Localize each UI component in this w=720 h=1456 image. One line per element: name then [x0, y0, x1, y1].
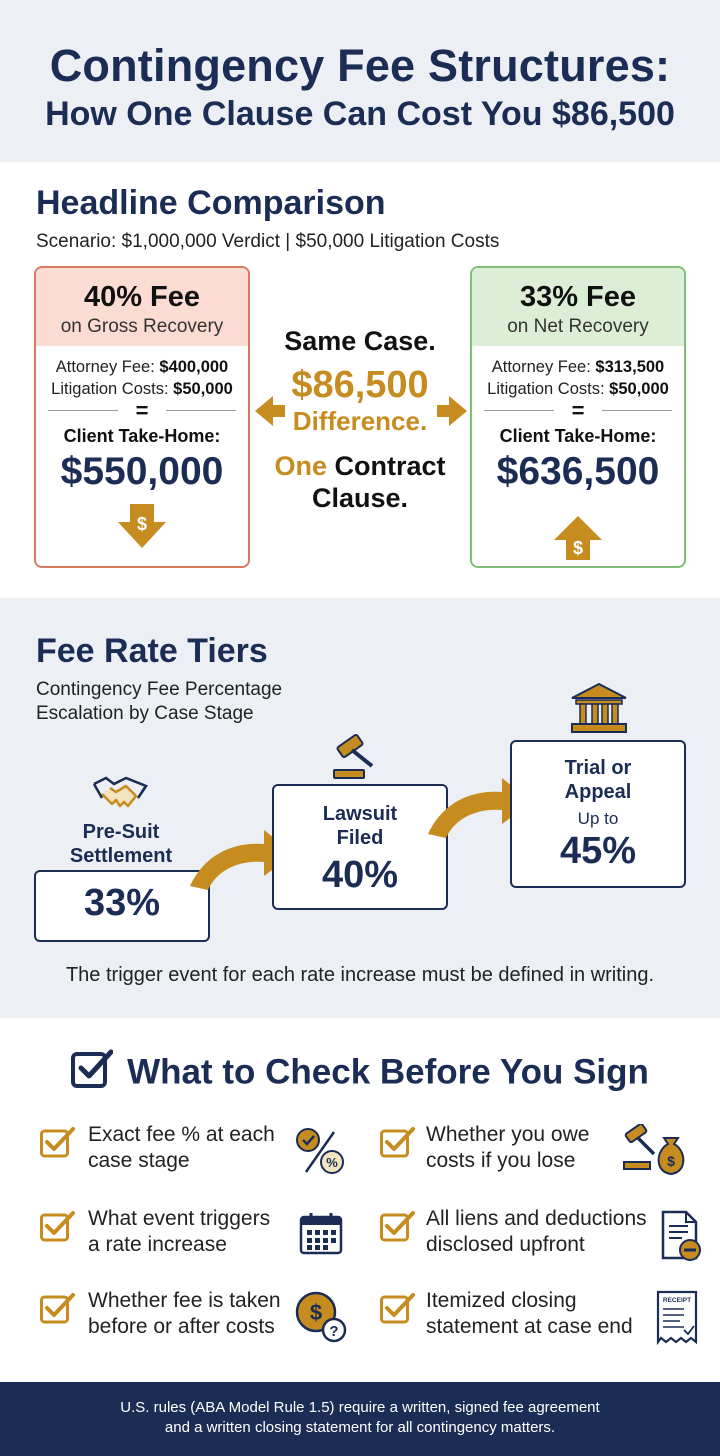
- equals-divider: =: [484, 400, 672, 422]
- percent-icon: [294, 1126, 346, 1181]
- tier-label-line2: Appeal: [564, 781, 632, 803]
- checkbox-icon: [40, 1126, 76, 1163]
- checkbox-icon: [71, 1048, 113, 1097]
- tier-label-line1: Lawsuit: [322, 803, 398, 825]
- header: [0, 0, 720, 162]
- calendar-icon: [298, 1210, 344, 1261]
- courthouse-icon: [570, 682, 628, 739]
- section-title: Fee Rate Tiers: [36, 632, 268, 670]
- card-header: [36, 268, 248, 346]
- litigation-costs-line: Litigation Costs: $50,000: [51, 380, 233, 398]
- checklist-title: What to Check Before You Sign: [0, 1048, 720, 1097]
- checklist-item: All liens and deductions disclosed upfront: [380, 1206, 700, 1266]
- tier-pct: 45%: [559, 830, 637, 872]
- section-subtitle-line1: Contingency Fee Percentage: [36, 679, 283, 700]
- tier-pre-suit-box: [34, 870, 210, 942]
- svg-text:?: ?: [329, 1323, 339, 1340]
- fee-basis: on Net Recovery: [507, 316, 649, 337]
- tier-lawsuit-box: [272, 784, 448, 910]
- take-home-amount: $636,500: [496, 450, 660, 493]
- coin-question-icon: [294, 1290, 348, 1349]
- page-title: Contingency Fee Structures:: [49, 40, 671, 91]
- footer: [0, 1382, 720, 1456]
- tier-pct: 33%: [83, 882, 161, 924]
- take-home-label: Client Take-Home:: [499, 426, 657, 446]
- net-fee-card: [470, 266, 686, 568]
- checkbox-icon: [40, 1210, 76, 1247]
- tier-pre-suit-label: Pre-Suit Settlement: [69, 821, 173, 867]
- checkbox-icon: [380, 1292, 416, 1329]
- difference-label: Difference.: [292, 406, 428, 436]
- equals-divider: =: [48, 400, 236, 422]
- take-home-label: Client Take-Home:: [63, 426, 221, 446]
- take-home-amount: $550,000: [60, 450, 224, 493]
- one-contract-clause-text: One Contract Clause.: [274, 451, 446, 513]
- svg-text:$: $: [572, 538, 584, 558]
- checkbox-icon: [40, 1292, 76, 1329]
- double-arrow-icon: [255, 396, 467, 431]
- tier-label-line2: Filed: [336, 827, 384, 849]
- fee-rate: 40% Fee: [83, 281, 201, 313]
- checklist-section: [0, 1018, 720, 1382]
- checkbox-icon: [380, 1126, 416, 1163]
- litigation-costs-line: Litigation Costs: $50,000: [487, 380, 669, 398]
- gross-fee-card: [34, 266, 250, 568]
- same-case-text: Same Case.: [284, 326, 436, 356]
- card-header: [472, 268, 684, 346]
- fee-rate: 33% Fee: [519, 281, 637, 313]
- tier-pct: 40%: [321, 854, 399, 896]
- section-subtitle-line2: Escalation by Case Stage: [36, 703, 254, 724]
- checklist-item: What event triggers a rate increase: [40, 1206, 360, 1266]
- attorney-fee-line: Attorney Fee: $313,500: [491, 358, 665, 376]
- checklist-item: Whether fee is taken before or after costs $ ?: [40, 1288, 360, 1348]
- checkbox-icon: [380, 1210, 416, 1247]
- tier-label-line1: Trial or: [564, 757, 632, 779]
- svg-text:$: $: [309, 1300, 323, 1325]
- tier-prefix: Up to: [577, 809, 619, 828]
- attorney-fee-line: Attorney Fee: $400,000: [55, 358, 229, 376]
- down-arrow-dollar-icon: [118, 504, 166, 553]
- checklist-item: Exact fee % at each case stage %: [40, 1122, 360, 1182]
- svg-text:$: $: [136, 514, 148, 534]
- fee-rate-tiers-section: [0, 598, 720, 1018]
- footer-line1: U.S. rules (ABA Model Rule 1.5) require a written, signed fee agreement: [120, 1399, 600, 1416]
- gavel-icon: [330, 734, 386, 785]
- section-title: Headline Comparison: [36, 184, 386, 222]
- footer-line2: and a written closing statement for all contingency matters.: [164, 1419, 556, 1436]
- headline-comparison-section: [0, 162, 720, 598]
- scenario-text: Scenario: $1,000,000 Verdict | $50,000 Litigation Costs: [36, 231, 500, 252]
- svg-text:RECEIPT: RECEIPT: [662, 1297, 692, 1304]
- checklist-item: Whether you owe costs if you lose $: [380, 1122, 700, 1182]
- trigger-note: The trigger event for each rate increase must be defined in writing.: [65, 964, 655, 986]
- checklist-item: Itemized closing statement at case end RECEIPT: [380, 1288, 700, 1348]
- page-subtitle: How One Clause Can Cost You $86,500: [45, 95, 675, 133]
- tier-trial-box: [510, 740, 686, 888]
- gavel-moneybag-icon: [620, 1124, 692, 1183]
- difference-amount: $86,500: [291, 364, 429, 406]
- svg-text:$: $: [667, 1153, 675, 1169]
- svg-text:%: %: [326, 1155, 338, 1170]
- up-arrow-dollar-icon: [554, 516, 602, 565]
- handshake-icon: [92, 770, 148, 819]
- document-minus-icon: [660, 1210, 702, 1267]
- receipt-icon: [654, 1290, 700, 1351]
- fee-basis: on Gross Recovery: [60, 316, 224, 337]
